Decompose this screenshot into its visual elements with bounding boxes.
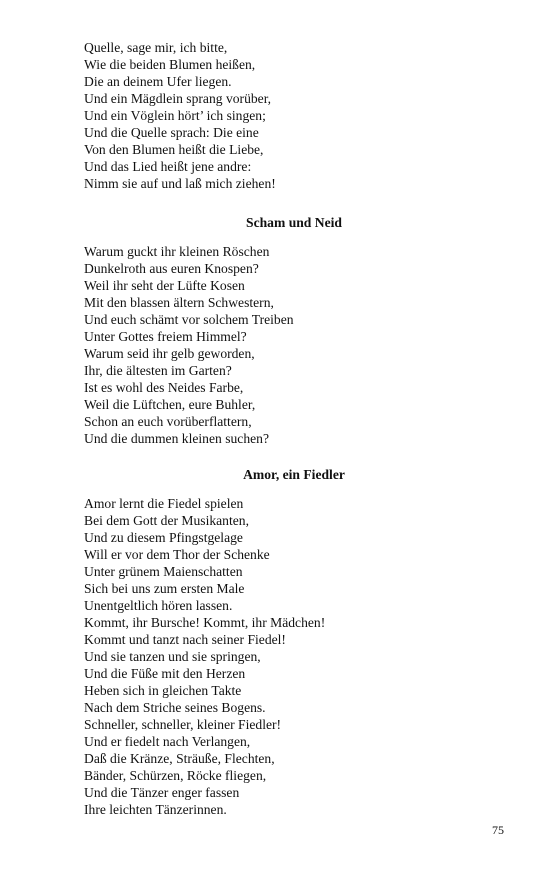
poem-line: Dunkelroth aus euren Knospen? (84, 261, 259, 276)
poem-line: Kommt und tanzt nach seiner Fiedel! (84, 632, 286, 647)
poem-line: Weil die Lüftchen, eure Buhler, (84, 397, 256, 412)
poem-scham-und-neid (84, 243, 504, 447)
poem-line: Und euch schämt vor solchem Treiben (84, 312, 294, 327)
poem-line: Nimm sie auf und laß mich ziehen! (84, 176, 276, 191)
poem-line: Schon an euch vorüberflattern, (84, 414, 252, 429)
poem-line: Unter Gottes freiem Himmel? (84, 329, 247, 344)
poem-line: Und die Tänzer enger fassen (84, 785, 240, 800)
poem-line: Und er fiedelt nach Verlangen, (84, 734, 251, 749)
poem-line: Nach dem Striche seines Bogens. (84, 700, 266, 715)
poem-line: Schneller, schneller, kleiner Fiedler! (84, 717, 282, 732)
poem-line: Heben sich in gleichen Takte (84, 683, 242, 698)
poem-line: Ist es wohl des Neides Farbe, (84, 380, 244, 395)
poem-line: Kommt, ihr Bursche! Kommt, ihr Mädchen! (84, 615, 326, 630)
poem-line: Wie die beiden Blumen heißen, (84, 57, 256, 72)
poem-line: Warum seid ihr gelb geworden, (84, 346, 255, 361)
poem-amor-ein-fiedler (84, 495, 504, 818)
poem-line: Sich bei uns zum ersten Male (84, 581, 245, 596)
poem-line: Warum guckt ihr kleinen Röschen (84, 244, 270, 259)
poem-line: Mit den blassen ältern Schwestern, (84, 295, 274, 310)
poem-line: Bänder, Schürzen, Röcke fliegen, (84, 768, 267, 783)
poem-line: Bei dem Gott der Musikanten, (84, 513, 249, 528)
page-number: 75 (492, 823, 504, 837)
poem-line: Und die dummen kleinen suchen? (84, 431, 269, 446)
poem-line: Unter grünem Maienschatten (84, 564, 243, 579)
poem-line: Die an deinem Ufer liegen. (84, 74, 232, 89)
poem-line: Und zu diesem Pfingstgelage (84, 530, 243, 545)
poem-line: Und ein Mägdlein sprang vorüber, (84, 91, 272, 106)
poem-line: Und die Quelle sprach: Die eine (84, 125, 259, 140)
poem-line: Amor lernt die Fiedel spielen (84, 496, 244, 511)
poem-title-scham-und-neid: Scham und Neid (246, 215, 342, 230)
poem-line: Will er vor dem Thor der Schenke (84, 547, 270, 562)
poem-line: Weil ihr seht der Lüfte Kosen (84, 278, 245, 293)
poem-line: Und sie tanzen und sie springen, (84, 649, 261, 664)
poem-line: Unentgeltlich hören lassen. (84, 598, 233, 613)
poem-line: Und ein Vöglein hört’ ich singen; (84, 108, 266, 123)
poem-line: Ihre leichten Tänzerinnen. (84, 802, 227, 817)
poem-title-amor-ein-fiedler: Amor, ein Fiedler (243, 467, 345, 482)
poem-line: Von den Blumen heißt die Liebe, (84, 142, 264, 157)
poem-line: Und das Lied heißt jene andre: (84, 159, 252, 174)
poem-line: Daß die Kränze, Sträuße, Flechten, (84, 751, 275, 766)
poem-line: Und die Füße mit den Herzen (84, 666, 246, 681)
poem-quelle-stanza (84, 39, 504, 192)
poem-line: Ihr, die ältesten im Garten? (84, 363, 232, 378)
poem-line: Quelle, sage mir, ich bitte, (84, 40, 228, 55)
